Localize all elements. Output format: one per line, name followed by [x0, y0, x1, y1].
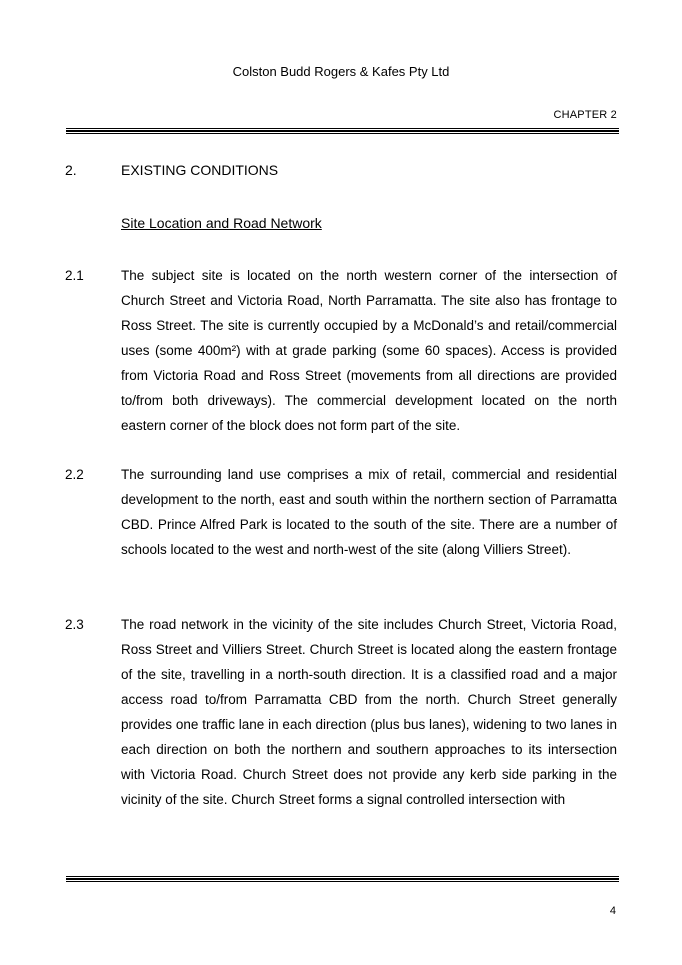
page-number: 4 [609, 905, 616, 917]
paragraph-text: The road network in the vicinity of the site includes Church Street, Victoria Road, Ross Street and Villiers Street. Church Street is located along the eastern frontage of the site, travelling in a north-south direction. It is a classified road and a major access road to/from Parramatta CBD from the north. Church Street generally provides one traffic lane in each direction (plus bus lanes), widening to two lanes in each direction on both the northern and southern approaches to its intersection with Victoria Road. Church Street does not provide any kerb side parking in the vicinity of the site. Church Street forms a signal controlled intersection with [121, 617, 617, 807]
company-header: Colston Budd Rogers & Kafes Pty Ltd [232, 64, 450, 79]
paragraph-number: 2.1 [65, 268, 84, 283]
paragraph-text: The subject site is located on the north western corner of the intersection of Church Street and Victoria Road, North Parramatta. The site also has frontage to Ross Street. The site is currently occupied by a McDonald’s and retail/commercial uses (some 400m²) with at grade parking (some 60 spaces). Access is provided from Victoria Road and Ross Street (movements from all directions are provided to/from both driveways). The commercial development located on the north eastern corner of the block does not form part of the site. [121, 268, 617, 433]
section-title: EXISTING CONDITIONS [121, 162, 279, 178]
section-number: 2. [65, 162, 77, 178]
paragraph-text: The surrounding land use comprises a mix of retail, commercial and residential development to the north, east and south within the northern section of Parramatta CBD. Prince Alfred Park is located to the south of the site. There are a number of schools located to the west and north-west of the site (along Villiers Street). [121, 467, 617, 557]
paragraph-number: 2.3 [65, 617, 84, 632]
paragraph-number: 2.2 [65, 467, 84, 482]
footer-rule [66, 876, 619, 882]
header-rule [66, 128, 619, 134]
chapter-label: CHAPTER 2 [553, 109, 617, 121]
subheading: Site Location and Road Network [121, 215, 322, 231]
